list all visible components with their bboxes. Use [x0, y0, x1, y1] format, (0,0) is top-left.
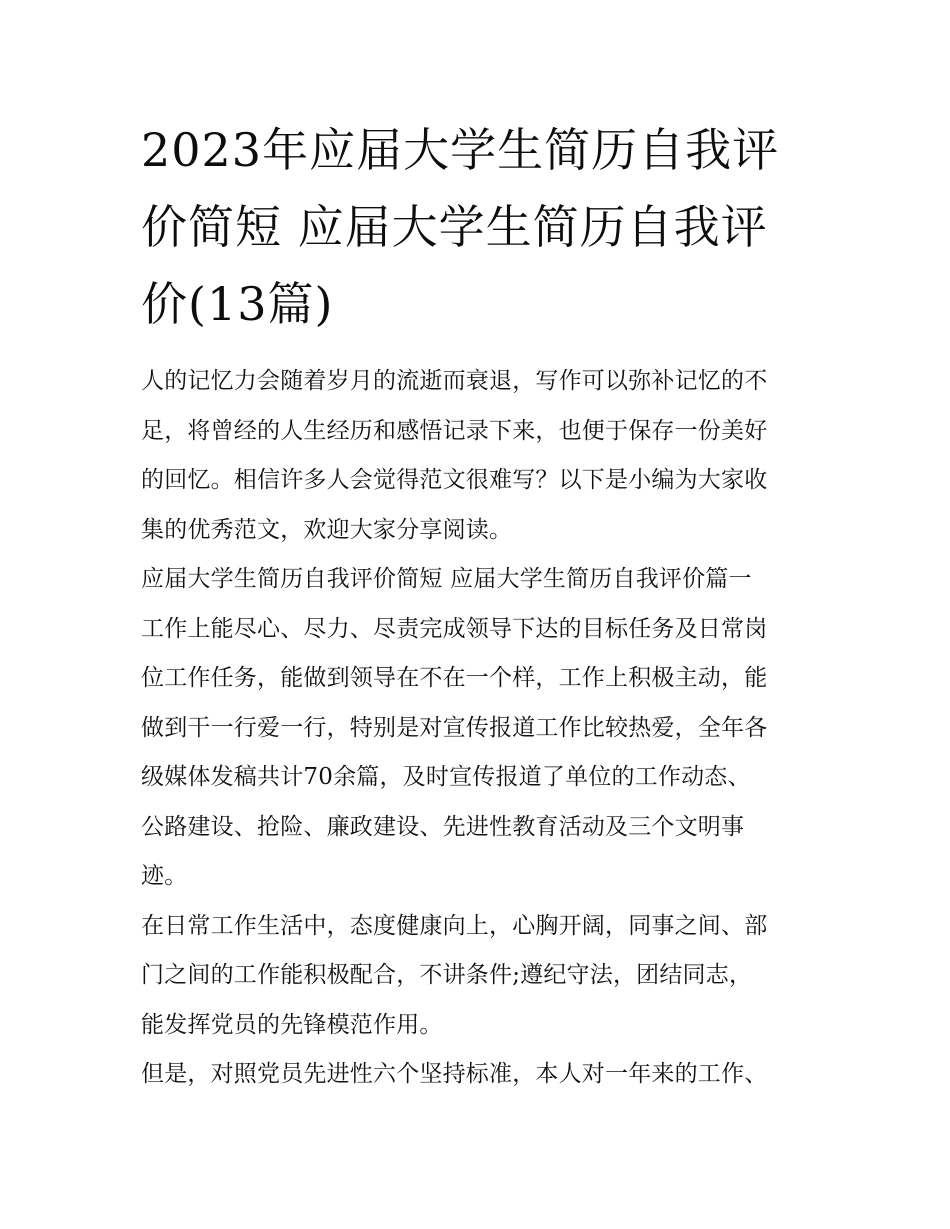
paragraph-however [141, 1050, 821, 1100]
text-line: 但是，对照党员先进性六个坚持标准，本人对一年来的工作、 [141, 1061, 768, 1087]
text-line: 门之间的工作能积极配合，不讲条件;遵纪守法，团结同志， [141, 962, 753, 988]
title-line-3: 价(13篇) [141, 277, 334, 331]
document-page [141, 112, 821, 1100]
text-line: 工作上能尽心、尽力、尽责完成领导下达的目标任务及日常岗 [141, 615, 768, 642]
title-line-1: 2023年应届大学生简历自我评 [141, 123, 780, 177]
text-line: 的回忆。相信许多人会觉得范文很难写？以下是小编为大家收 [141, 467, 768, 493]
text-line: 应届大学生简历自我评价简短 应届大学生简历自我评价篇一 [141, 566, 752, 592]
text-line: 能发挥党员的先锋模范作用。 [141, 1011, 443, 1038]
text-line: 足，将曾经的人生经历和感悟记录下来，也便于保存一份美好 [141, 417, 768, 444]
title-line-2: 价简短 应届大学生简历自我评 [141, 200, 768, 254]
text-line: 位工作任务，能做到领导在不在一个样，工作上积极主动，能 [141, 665, 768, 691]
paragraph-intro [141, 357, 821, 555]
paragraph-daily-life [141, 902, 821, 1051]
paragraph-work [141, 605, 821, 902]
text-line: 在日常工作生活中，态度健康向上，心胸开阔，同事之间、部 [141, 912, 768, 939]
text-line: 迹。 [141, 863, 188, 889]
text-line: 公路建设、抢险、廉政建设、先进性教育活动及三个文明事 [141, 813, 745, 840]
text-line: 做到干一行爱一行，特别是对宣传报道工作比较热爱，全年各 [141, 714, 768, 741]
text-line: 级媒体发稿共计70余篇，及时宣传报道了单位的工作动态、 [141, 764, 751, 790]
text-line: 集的优秀范文，欢迎大家分享阅读。 [141, 516, 513, 543]
text-line: 人的记忆力会随着岁月的流逝而衰退，写作可以弥补记忆的不 [141, 368, 768, 394]
document-body [141, 357, 821, 1100]
section-heading [141, 555, 821, 605]
document-title [141, 112, 821, 343]
